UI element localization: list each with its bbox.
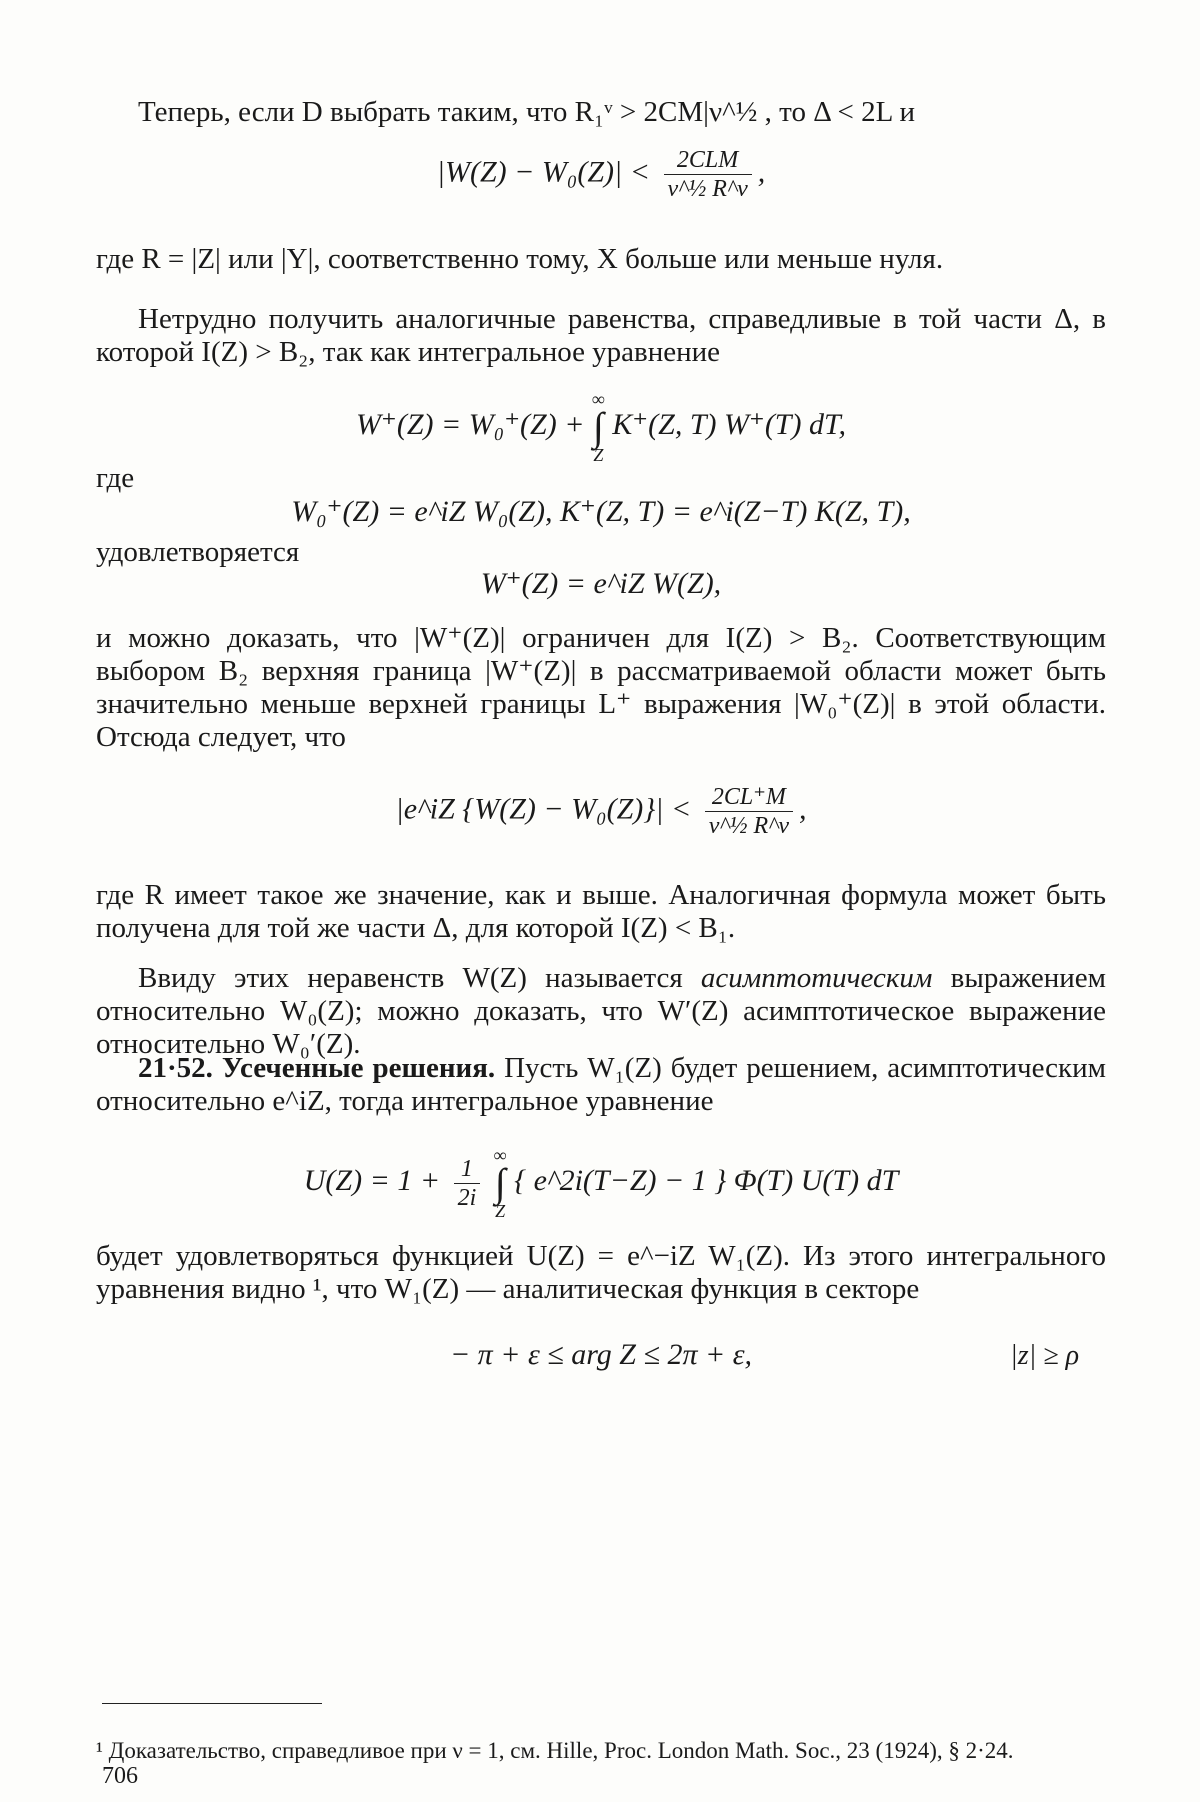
eq1-fraction	[664, 146, 752, 203]
eq7: − π + ε ≤ arg Z ≤ 2π + ε,	[449, 1338, 753, 1371]
eq1-left: |W(Z) − W₀(Z)| <	[436, 155, 650, 189]
paragraph-same-value: где R имеет такое же значение, как и выше. Аналогичная формула может быть получена для той же части Δ, для которой I(Z) < B₁.	[96, 879, 1106, 944]
eq6-right: { e^2i(T−Z) − 1 } Φ(T) U(T) dT	[514, 1163, 899, 1197]
integral-sign-icon: ∞ ∫ Z	[591, 389, 605, 465]
eq2-upper-limit: ∞	[591, 389, 605, 409]
paragraph-asymptotic: Ввиду этих неравенств W(Z) называется асимптотическим выражением относительно W₀(Z); можно доказать, что W′(Z) асимптотическое выражение относительно W₀′(Z).	[96, 962, 1106, 1060]
eq1-denominator: ν^½ R^ν	[667, 176, 748, 202]
equation-integral-1	[96, 390, 1106, 464]
eq2-lower-limit: Z	[593, 445, 604, 465]
equation-inequality-2: |e^iZ {W(Z) − W₀(Z)}| < $\frac{2CL^+M}{\text{ν\textasciicircum{}½ R\textasciicircum{}ν}}$ ,	[395, 784, 807, 839]
term-asymptotic: асимптотическим	[700, 962, 933, 994]
paragraph-intro: Теперь, если D выбрать таким, что R₁ᵛ > 2CM|ν^½ , то Δ < 2L и	[138, 96, 916, 128]
page-number: 706	[102, 1763, 138, 1789]
eq5-numerator: 2CL⁺M	[705, 783, 793, 812]
eq6-lower-limit: Z	[495, 1201, 506, 1221]
footnote: ¹ Доказательство, справедливое при ν = 1, см. Hille, Proc. London Math. Soc., 23 (1924), § 2·24.	[96, 1738, 1014, 1763]
section-heading: 21·52. Усеченные решения.	[138, 1052, 496, 1084]
eq6-left: U(Z) = 1 +	[303, 1163, 441, 1197]
equation-w-plus	[96, 566, 1106, 601]
paragraph-analogous: Нетрудно получить аналогичные равенства, справедливые в той части Δ, в которой I(Z) > B₂, так как интегральное уравнение	[96, 303, 1106, 368]
eq5-denominator: ν^½ R^ν	[708, 813, 789, 839]
equation-inequality-1: |W(Z) − W₀(Z)| < $\frac{\text{2CLM}}{\text{ν\textasciicircum{}½ R\textasciicircum{}ν}}$ ,	[436, 147, 766, 202]
eq5-fraction	[705, 783, 793, 840]
paragraph-bounded: и можно доказать, что |W⁺(Z)| ограничен для I(Z) > B₂. Соответствующим выбором B₂ верхняя граница |W⁺(Z)| в рассматриваемой области может быть значительно меньше верхней границы L⁺ выражения |W₀⁺(Z)| в этой области. Отсюда следует, что	[96, 622, 1106, 753]
eq6-coefficient: $\frac{1}{2i}$	[454, 1155, 481, 1212]
integral-sign-icon: ∞ ∫ Z	[493, 1145, 507, 1221]
sector-condition: |z| ≥ ρ	[1010, 1340, 1080, 1371]
label-satisfied: удовлетворяется	[96, 536, 300, 568]
footnote-divider	[102, 1703, 322, 1704]
eq3: W₀⁺(Z) = e^iZ W₀(Z), K⁺(Z, T) = e^i(Z−T) K(Z, T),	[291, 495, 911, 528]
eq5-left: |e^iZ {W(Z) − W₀(Z)}| <	[395, 792, 692, 826]
equation-definitions	[96, 494, 1106, 529]
eq2-left: W⁺(Z) = W₀⁺(Z) +	[356, 407, 585, 441]
section-21-52: 21·52. Усеченные решения. Пусть W₁(Z) будет решением, асимптотическим относительно e^iZ, тогда интегральное уравнение	[96, 1052, 1106, 1117]
paragraph-where-r: где R = |Z| или |Y|, соответственно тому, X больше или меньше нуля.	[96, 243, 944, 275]
eq6-upper-limit: ∞	[493, 1145, 507, 1165]
eq2-right: K⁺(Z, T) W⁺(T) dT,	[612, 407, 846, 441]
label-where: где	[96, 462, 135, 494]
paragraph-satisfied-by: будет удовлетворяться функцией U(Z) = e^−iZ W₁(Z). Из этого интегрального уравнения видно ¹, что W₁(Z) — аналитическая функция в секторе	[96, 1240, 1106, 1305]
equation-sector	[96, 1338, 1106, 1372]
eq1-numerator: 2CLM	[664, 146, 752, 175]
eq4: W⁺(Z) = e^iZ W(Z),	[480, 567, 722, 600]
equation-integral-2	[96, 1146, 1106, 1220]
